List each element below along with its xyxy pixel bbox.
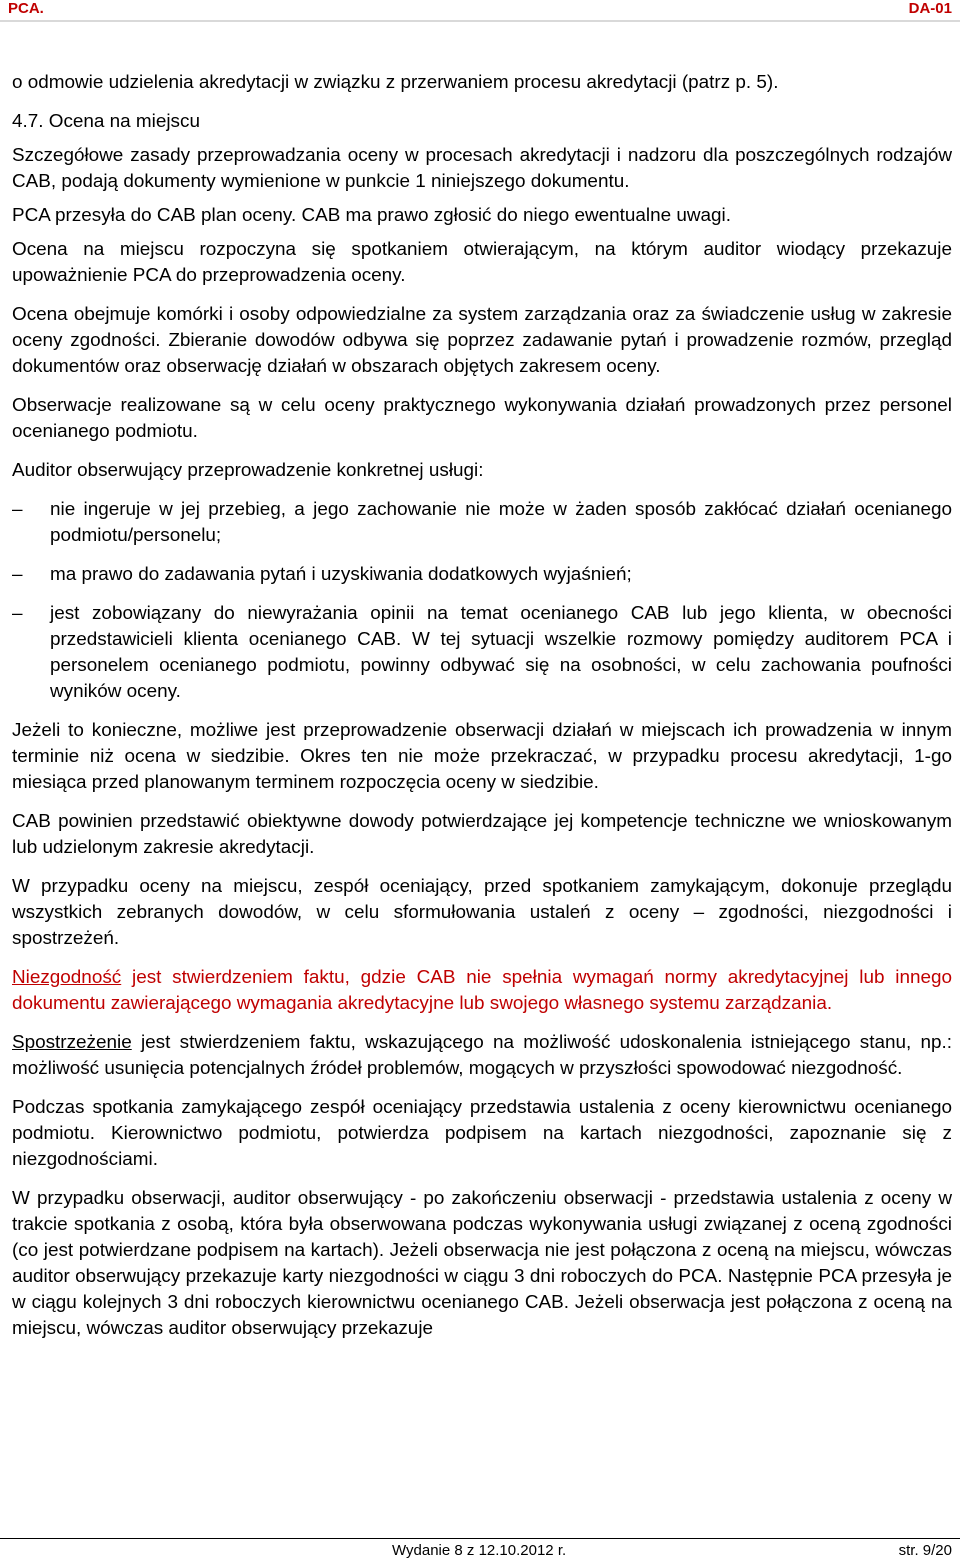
page-header	[0, 0, 960, 22]
paragraph: Podczas spotkania zamykającego zespół oceniający przedstawia ustalenia z oceny kierownictwu ocenianego podmiotu. Kierownictwo podmiotu, potwierdza podpisem na kartach niezgodności, zapoznanie się z niezgodnościami.	[12, 1097, 952, 1170]
paragraph: CAB powinien przedstawić obiektywne dowody potwierdzające jej kompetencje techniczne we wnioskowanym lub udzielonym zakresie akredytacji.	[12, 811, 952, 858]
term-observation: Spostrzeżenie	[12, 1032, 132, 1053]
paragraph: Ocena na miejscu rozpoczyna się spotkaniem otwierającym, na którym auditor wiodący przekazuje upoważnienie PCA do przeprowadzenia oceny.	[12, 239, 952, 286]
dash-bullet: –	[12, 499, 23, 520]
paragraph: o odmowie udzielenia akredytacji w związku z przerwaniem procesu akredytacji (patrz p. 5).	[12, 72, 779, 93]
paragraph: W przypadku oceny na miejscu, zespół oceniający, przed spotkaniem zamykającym, dokonuje przeglądu wszystkich zebranych dowodów, w celu sformułowania ustaleń z oceny – zgodności, niezgodności i spostrzeżeń.	[12, 876, 952, 949]
list-item-text: jest zobowiązany do niewyrażania opinii na temat ocenianego CAB lub jego klienta, w obecności przedstawicieli klienta ocenianego CAB. W tej sytuacji wszelkie rozmowy pomiędzy auditorem PCA i personelem ocenianego podmiotu, powinny odbywać się na osobności, w celu zachowania poufności wyników oceny.	[50, 603, 952, 702]
nonconformity-definition	[12, 965, 952, 1017]
observation-definition	[12, 1030, 952, 1082]
list-item	[12, 562, 952, 588]
paragraph: PCA przesyła do CAB plan oceny. CAB ma prawo zgłosić do niego ewentualne uwagi.	[12, 205, 731, 226]
definition-text: jest stwierdzeniem faktu, wskazującego na możliwość udoskonalenia istniejącego stanu, np.: możliwość usunięcia potencjalnych źródeł problemów, mogących w przyszłości spowodować niezgodność.	[12, 1032, 952, 1079]
page-number: str. 9/20	[898, 1542, 952, 1559]
paragraph: Auditor obserwujący przeprowadzenie konkretnej usługi:	[12, 460, 484, 481]
list-item-text: ma prawo do zadawania pytań i uzyskiwania dodatkowych wyjaśnień;	[50, 564, 632, 585]
dash-bullet: –	[12, 564, 23, 585]
header-doc-code: DA-01	[908, 0, 952, 17]
definition-text: jest stwierdzeniem faktu, gdzie CAB nie spełnia wymagań normy akredytacyjnej lub innego dokumentu zawierającego wymagania akredytacyjne lub swojego własnego systemu zarządzania.	[12, 967, 952, 1014]
dash-bullet: –	[12, 603, 23, 624]
page-footer	[0, 1538, 960, 1562]
header-org: PCA.	[8, 0, 44, 17]
paragraph: Ocena obejmuje komórki i osoby odpowiedzialne za system zarządzania oraz za świadczenie usług w zakresie oceny zgodności. Zbieranie dowodów odbywa się poprzez zadawanie pytań i prowadzenie rozmów, przegląd dokumentów oraz obserwację działań w obszarach objętych zakresem oceny.	[12, 304, 952, 377]
list-item	[12, 601, 952, 705]
list-item	[12, 497, 952, 549]
paragraph: Szczegółowe zasady przeprowadzania oceny w procesach akredytacji i nadzoru dla poszczególnych rodzajów CAB, podają dokumenty wymienione w punkcie 1 niniejszego dokumentu.	[12, 145, 952, 192]
paragraph: Jeżeli to konieczne, możliwe jest przeprowadzenie obserwacji działań w miejscach ich prowadzenia w innym terminie niż ocena w siedzibie. Okres ten nie może przekraczać, w przypadku procesu akredytacji, 1-go miesiąca przed planowanym terminem rozpoczęcia oceny w siedzibie.	[12, 720, 952, 793]
section-heading: 4.7. Ocena na miejscu	[12, 111, 200, 132]
paragraph: Obserwacje realizowane są w celu oceny praktycznego wykonywania działań prowadzonych przez personel ocenianego podmiotu.	[12, 395, 952, 442]
bullet-list	[12, 497, 952, 705]
document-body	[12, 70, 952, 1355]
term-nonconformity: Niezgodność	[12, 967, 122, 988]
list-item-text: nie ingeruje w jej przebieg, a jego zachowanie nie może w żaden sposób zakłócać działań ocenianego podmiotu/personelu;	[50, 499, 952, 546]
edition-info: Wydanie 8 z 12.10.2012 r.	[392, 1542, 567, 1559]
paragraph: W przypadku obserwacji, auditor obserwujący - po zakończeniu obserwacji - przedstawia ustalenia z oceny w trakcie spotkania z osobą, która była obserwowana podczas wykonywania usługi związanej z oceną zgodności (co jest potwierdzane podpisem na kartach). Jeżeli obserwacja nie jest połączona z oceną na miejscu, wówczas auditor obserwujący przekazuje karty niezgodności w ciągu 3 dni roboczych do PCA. Następnie PCA przesyła je w ciągu kolejnych 3 dni roboczych kierownictwu ocenianego CAB. Jeżeli obserwacja jest połączona z oceną na miejscu, wówczas auditor obserwujący przekazuje	[12, 1188, 952, 1339]
